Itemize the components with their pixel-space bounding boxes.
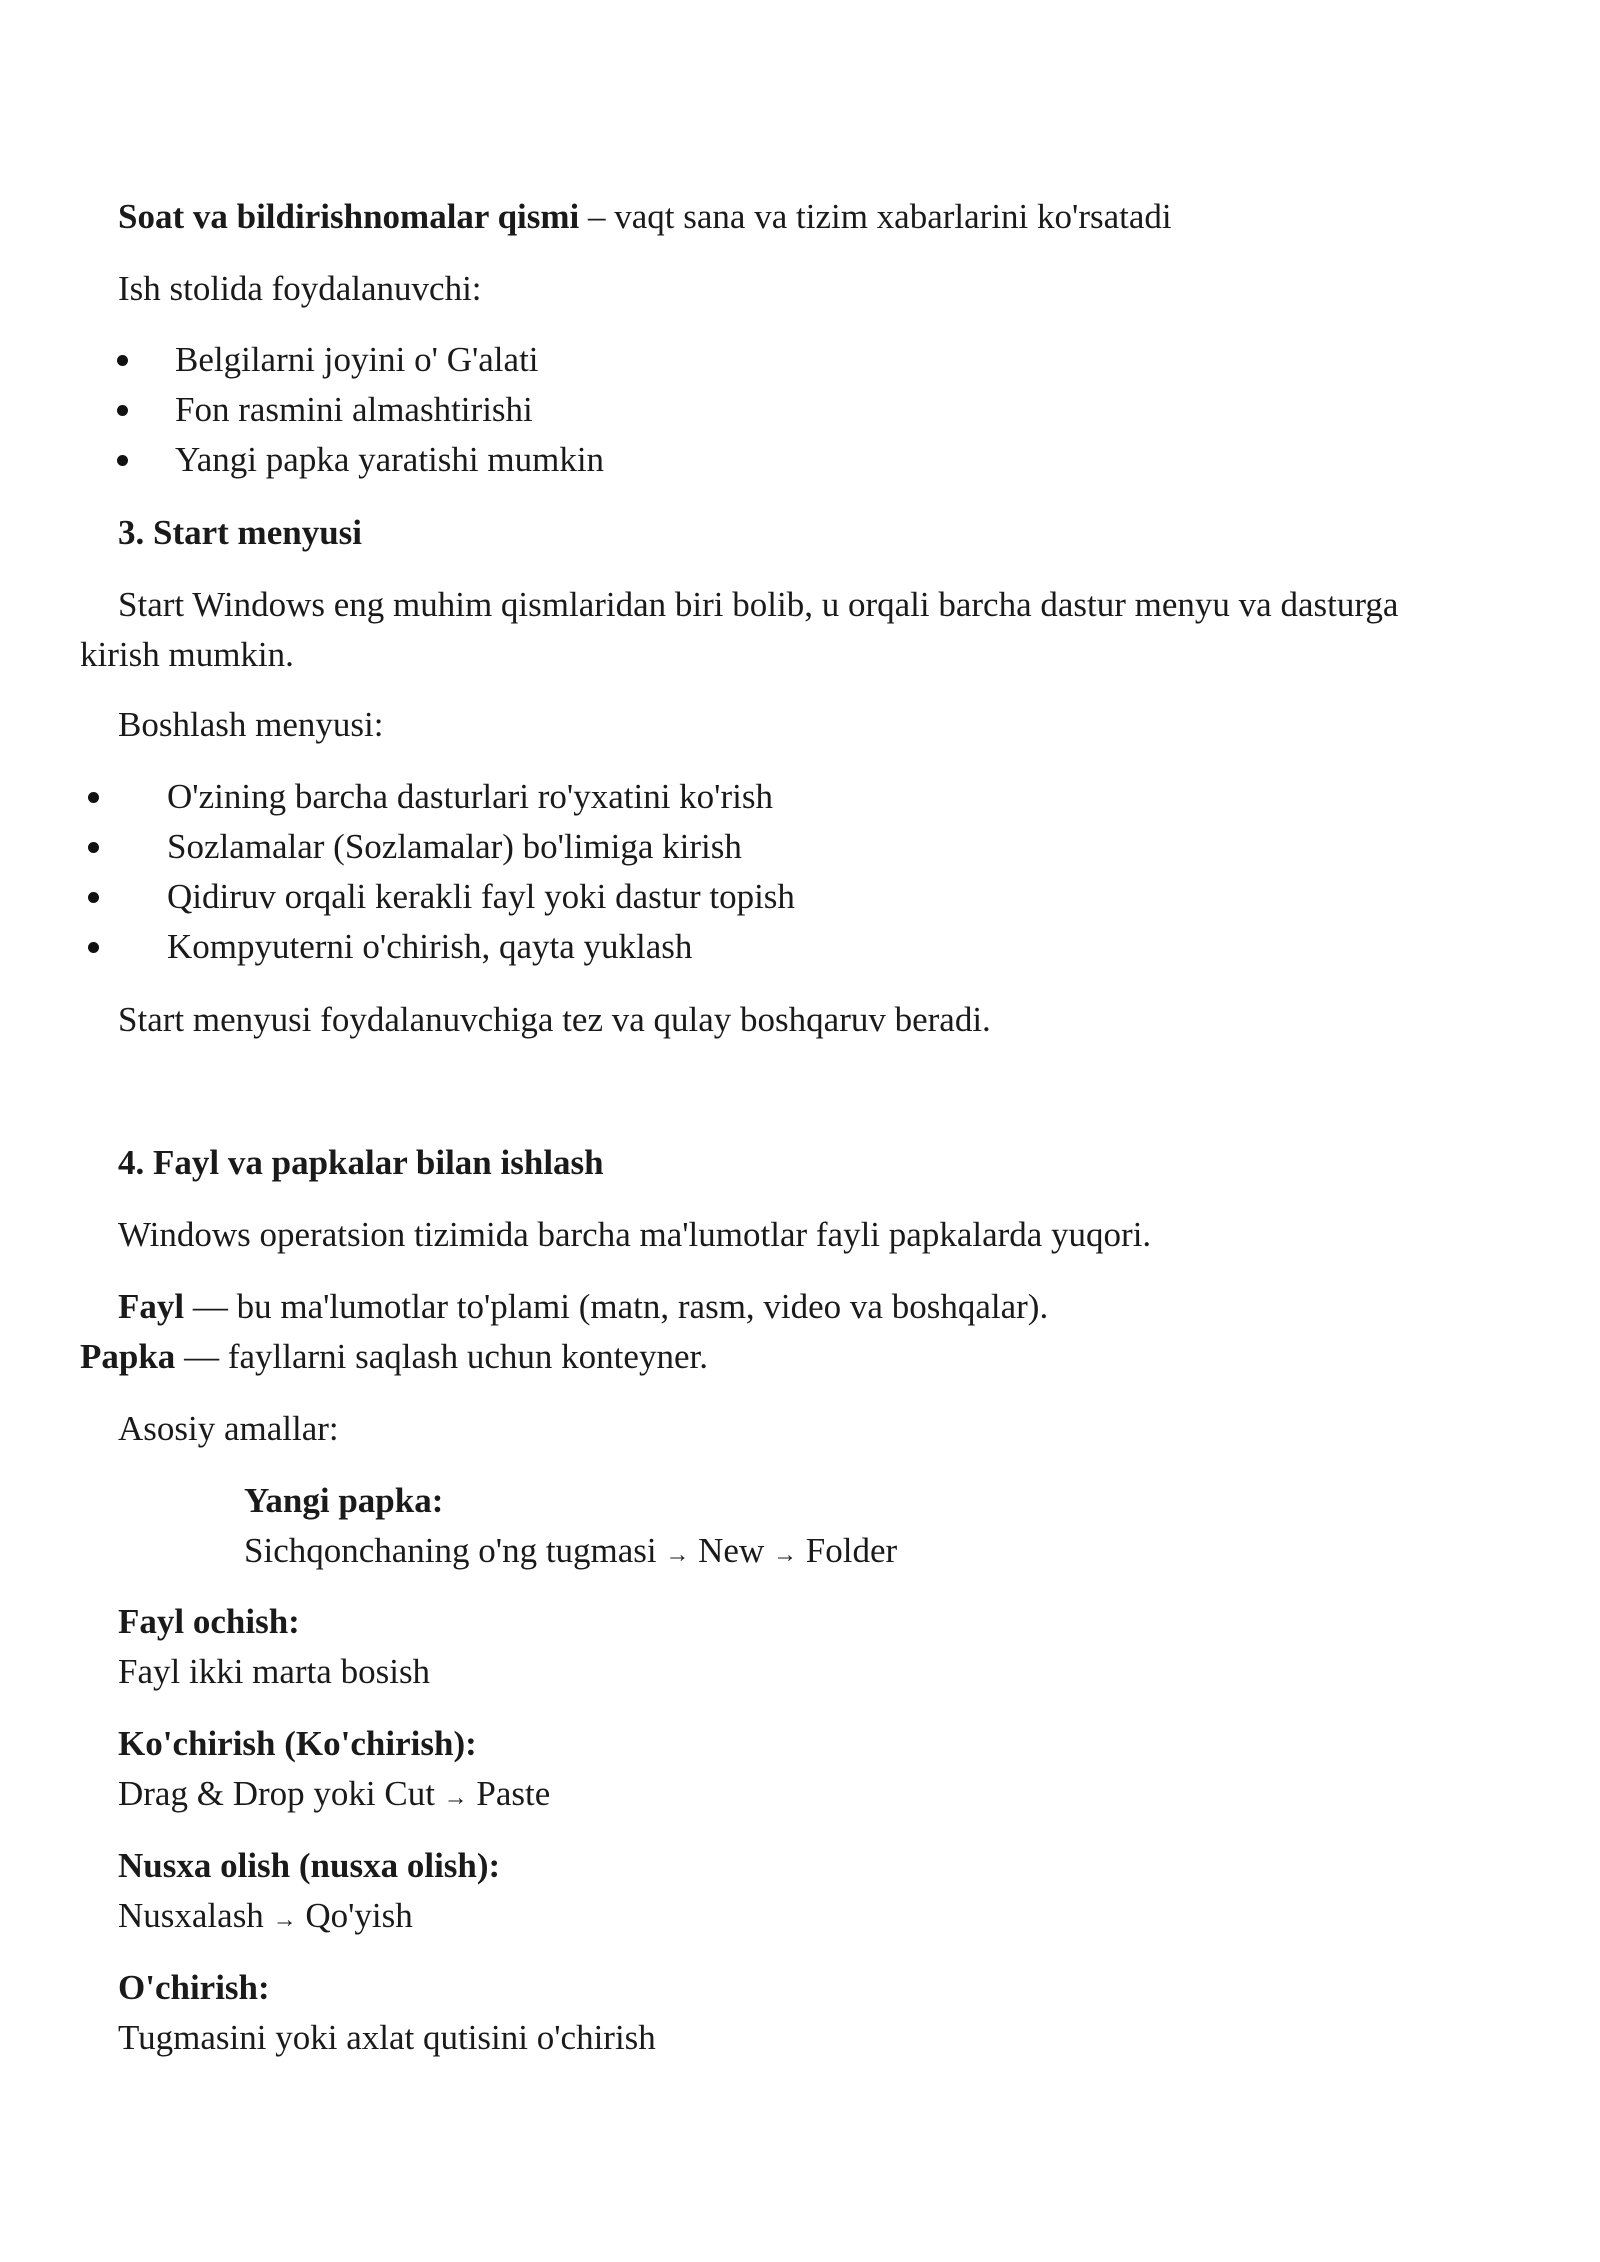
start-menu-para-line1: Start Windows eng muhim qismlaridan biri bolib, u orqali barcha dastur menyu va dasturga [118,585,1399,624]
clock-section-text: vaqt sana va tizim xabarlarini ko'rsatadi [614,197,1172,236]
actions-label: Asosiy amallar: [118,1409,339,1448]
folder-def: — fayllarni saqlash uchun konteyner. [175,1337,708,1376]
arrow-right-icon: → [665,1542,690,1568]
bullet-icon [88,892,99,903]
new-folder-title: Yangi papka: [244,1481,444,1520]
files-heading: 4. Fayl va papkalar bilan ishlash [118,1143,604,1182]
start-menu-intro: Boshlash menyusi: [118,705,384,744]
start-menu-heading: 3. Start menyusi [118,513,363,552]
open-file-text: Fayl ikki marta bosish [118,1652,431,1691]
document-page: Soat va bildirishnomalar qismi – vaqt sana va tizim xabarlarini ko'rsatadi Ish stolida foydalanuvchi: Belgilarni joyini o' G'alati Fon rasmini almashtirishi Yangi papka yaratishi mumkin 3. Start menyusi Start Windows eng muhim qismlaridan biri bolib, u orqali barcha dastur menyu va dasturga kirish mumkin. Boshlash menyusi: O'zining barcha dasturlari ro'yxatini ko'rish Sozlamalar (Sozlamalar) bo'limiga kirish Qidiruv orqali kerakli fayl yoki dastur topish Kompyuterni o'chirish, qayta yuklash Start menyusi foydalanuvchiga tez va qulay boshqaruv beradi. 4. Fayl va papkalar bilan ishlash Windows operatsion tizimida barcha ma'lumotlar fayli papkalarda yuqori. Fayl — bu ma'lumotlar to'plami (matn, rasm, video va boshqalar). Papka — fayllarni saqlash uchun konteyner. Asosiy amallar: Yangi papka: Sichqonchaning o'ng tugmasi → New → Folder Fayl ochish: Fayl ikki marta bosish Ko'chirish (Ko'chirish): Drag & Drop yoki Cut → Paste Nusxa olish (nusxa olish): Nusxalash → Qo'yish O'chirish: Tugmasini yoki axlat qutisini o'chirish [0,0,1600,2262]
files-intro: Windows operatsion tizimida barcha ma'lumotlar fayli papkalarda yuqori. [118,1215,1152,1254]
bullet-icon [88,842,99,853]
bullet-icon [117,455,128,466]
move-title: Ko'chirish (Ko'chirish): [118,1724,477,1763]
clock-section-dash: – [579,197,615,236]
bullet-icon [88,792,99,803]
start-menu-closing: Start menyusi foydalanuvchiga tez va qulay boshqaruv beradi. [118,1000,991,1039]
clock-section-term: Soat va bildirishnomalar qismi [118,197,580,236]
open-file-title: Fayl ochish: [118,1602,300,1641]
bullet-icon [117,355,128,366]
arrow-right-icon: → [773,1542,797,1568]
arrow-right-icon: → [272,1907,297,1933]
file-definition [118,1282,1048,1332]
bullet-icon [117,405,128,416]
folder-term: Papka [80,1337,176,1376]
clock-section-line [118,192,1172,242]
delete-title: O'chirish: [118,1968,270,2007]
delete-text: Tugmasini yoki axlat qutisini o'chirish [118,2018,656,2057]
copy-title: Nusxa olish (nusxa olish): [118,1846,501,1885]
bullet-icon [88,942,99,953]
new-folder-steps: Sichqonchaning o'ng tugmasi → New → Folder [244,1531,898,1570]
folder-definition [80,1332,708,1382]
start-menu-para-line2: kirish mumkin. [80,635,294,674]
file-term: Fayl [118,1287,185,1326]
arrow-right-icon: → [443,1785,468,1811]
desktop-intro: Ish stolida foydalanuvchi: [118,269,482,308]
move-steps: Drag & Drop yoki Cut → Paste [118,1774,551,1813]
file-def: — bu ma'lumotlar to'plami (matn, rasm, video va boshqalar). [184,1287,1049,1326]
copy-steps: Nusxalash → Qo'yish [118,1896,413,1935]
